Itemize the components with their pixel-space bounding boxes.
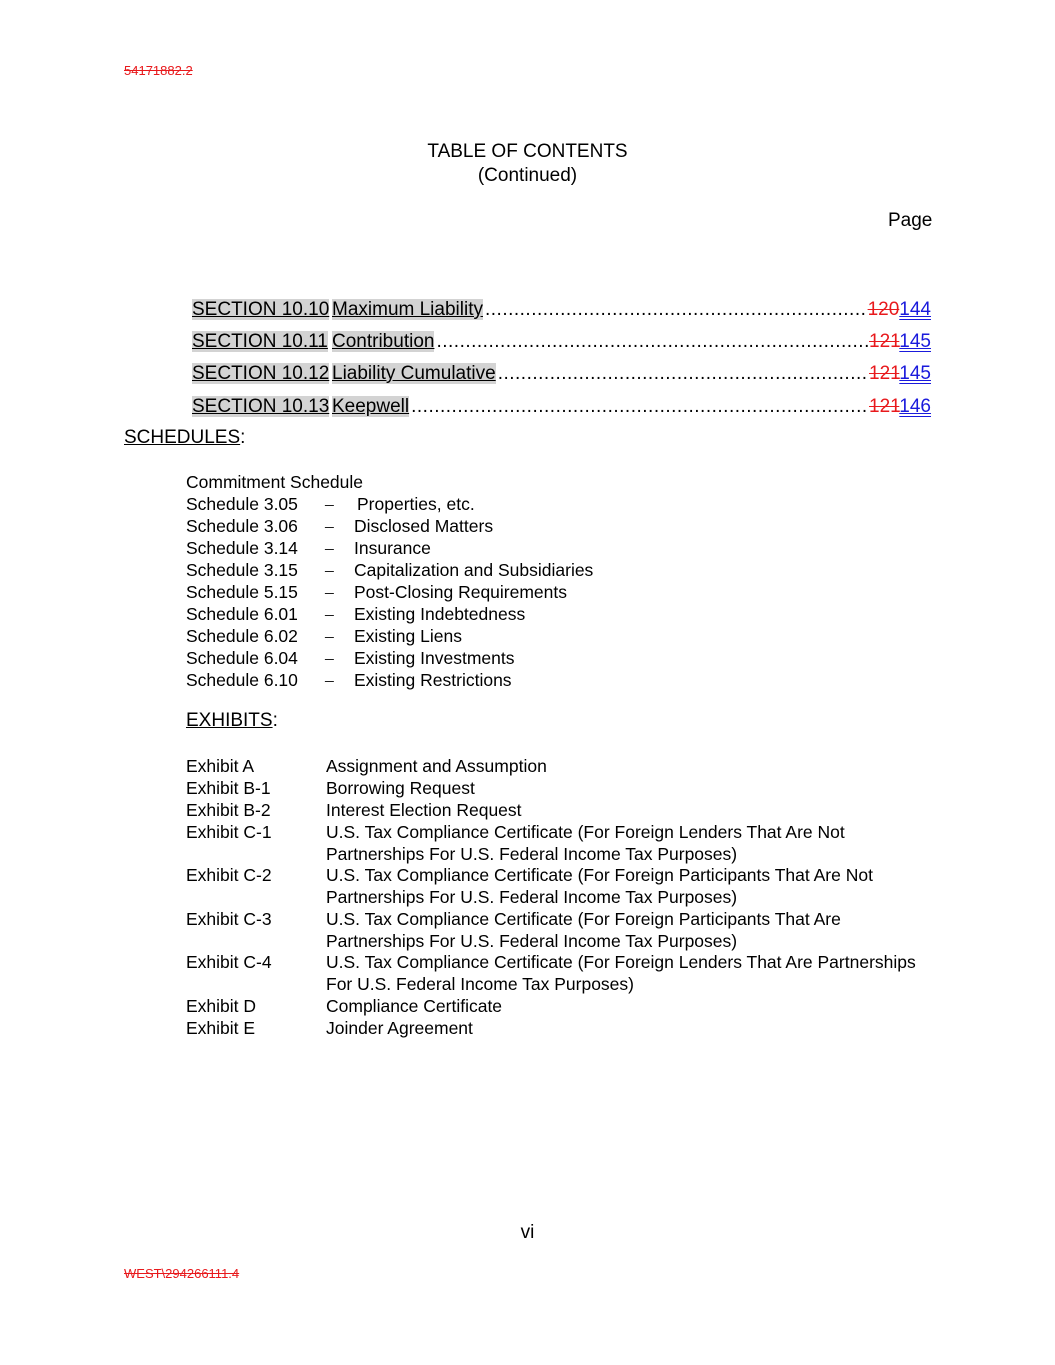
exhibit-label: Exhibit C-3 (186, 909, 272, 929)
toc-entry[interactable] (192, 359, 931, 385)
exhibit-label: Exhibit C-1 (186, 822, 272, 842)
toc-title: TABLE OF CONTENTS (427, 141, 628, 162)
exhibit-label: Exhibit B-1 (186, 778, 271, 798)
exhibit-label: Exhibit C-4 (186, 952, 272, 972)
exhibit-title: Joinder Agreement (326, 1018, 473, 1038)
toc-subtitle: (Continued) (477, 165, 578, 186)
schedule-title: Properties, etc. (357, 494, 475, 514)
toc-new-page[interactable]: 144 (899, 299, 931, 320)
schedules-heading (124, 427, 245, 449)
toc-section-number[interactable]: SECTION 10.10 (192, 299, 330, 320)
exhibit-title: U.S. Tax Compliance Certificate (For Foreign Lenders That Are Partnerships For U.S. Federal Income Tax Purposes) (326, 952, 916, 994)
schedule-dash: – (325, 670, 334, 690)
exhibit-label: Exhibit A (186, 756, 255, 776)
exhibit-label: Exhibit C-2 (186, 865, 272, 885)
schedule-number: Schedule 6.01 (186, 604, 298, 624)
commitment-schedule: Commitment Schedule (186, 472, 364, 492)
toc-leader-dots (498, 363, 869, 385)
exhibit-title: Interest Election Request (326, 800, 522, 820)
schedule-title: Existing Investments (354, 648, 515, 668)
schedule-dash: – (325, 560, 334, 580)
schedule-dash: – (325, 604, 334, 624)
toc-old-page: 121 (869, 363, 900, 384)
exhibit-label: Exhibit B-2 (186, 800, 271, 820)
toc-section-title[interactable]: Contribution (332, 331, 435, 352)
schedule-number: Schedule 6.10 (186, 670, 298, 690)
toc-old-page: 120 (867, 299, 900, 320)
schedule-number: Schedule 6.04 (186, 648, 298, 668)
toc-section-title[interactable]: Liability Cumulative (332, 363, 496, 384)
exhibit-title: Assignment and Assumption (326, 756, 547, 776)
schedule-title: Insurance (354, 538, 431, 558)
toc-new-page[interactable]: 146 (899, 396, 931, 417)
schedule-number: Schedule 3.06 (186, 516, 298, 536)
toc-new-page[interactable]: 145 (899, 363, 931, 384)
exhibit-title: Borrowing Request (326, 778, 475, 798)
schedule-title: Existing Restrictions (354, 670, 512, 690)
schedule-title: Disclosed Matters (354, 516, 494, 536)
schedule-dash: – (325, 494, 334, 514)
schedule-title: Existing Indebtedness (354, 604, 526, 624)
schedule-dash: – (325, 582, 334, 602)
toc-leader-dots (485, 299, 868, 321)
schedules-heading-text: SCHEDULES (124, 427, 241, 448)
toc-section-number[interactable]: SECTION 10.12 (192, 363, 330, 384)
toc-entry[interactable] (192, 327, 931, 353)
schedule-title: Post-Closing Requirements (354, 582, 568, 602)
exhibits-heading (186, 710, 278, 732)
schedule-number: Schedule 3.14 (186, 538, 298, 558)
exhibit-title: U.S. Tax Compliance Certificate (For Foreign Participants That Are Not Partnerships For U.S. Federal Income Tax Purposes) (326, 865, 873, 907)
exhibit-title: U.S. Tax Compliance Certificate (For Foreign Lenders That Are Not Partnerships For U.S. Federal Income Tax Purposes) (326, 822, 845, 864)
schedule-number: Schedule 6.02 (186, 626, 298, 646)
schedule-dash: – (325, 648, 334, 668)
toc-leader-dots (436, 331, 869, 353)
schedules-heading-colon: : (240, 427, 246, 448)
schedule-number: Schedule 5.15 (186, 582, 298, 602)
page-column-label: Page (888, 210, 933, 231)
toc-new-page[interactable]: 145 (899, 331, 931, 352)
exhibit-label: Exhibit D (186, 996, 257, 1016)
toc-entry[interactable] (192, 295, 931, 321)
schedule-dash: – (325, 538, 334, 558)
exhibit-title: Compliance Certificate (326, 996, 503, 1016)
schedule-dash: – (325, 516, 334, 536)
doc-id-bottom: WEST\294266111.4 (124, 1266, 240, 1281)
toc-old-page: 121 (869, 396, 900, 417)
schedule-dash: – (325, 626, 334, 646)
doc-id-top: 54171882.2 (124, 63, 193, 78)
toc-section-number[interactable]: SECTION 10.11 (192, 331, 328, 352)
schedule-number: Schedule 3.05 (186, 494, 298, 514)
schedule-title: Existing Liens (354, 626, 462, 646)
exhibit-label: Exhibit E (186, 1018, 256, 1038)
page-number: vi (520, 1222, 535, 1243)
toc-leader-dots (411, 396, 869, 418)
toc-old-page: 121 (869, 331, 900, 352)
toc-section-title[interactable]: Maximum Liability (332, 299, 483, 320)
toc-entry[interactable] (192, 392, 931, 418)
toc-section-number[interactable]: SECTION 10.13 (192, 396, 330, 417)
exhibits-heading-text: EXHIBITS (186, 710, 273, 731)
exhibit-title: U.S. Tax Compliance Certificate (For Foreign Participants That Are Partnerships For U.S. Federal Income Tax Purposes) (326, 909, 841, 951)
toc-section-title[interactable]: Keepwell (332, 396, 410, 417)
exhibits-heading-colon: : (272, 710, 278, 731)
schedule-number: Schedule 3.15 (186, 560, 298, 580)
schedule-title: Capitalization and Subsidiaries (354, 560, 594, 580)
